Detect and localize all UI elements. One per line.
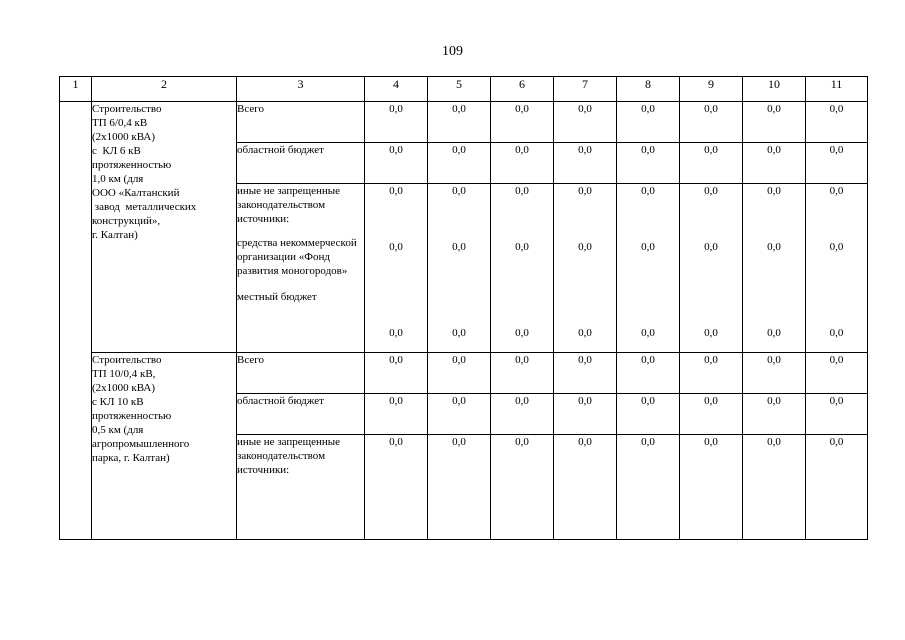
value-text: 0,0 [704, 144, 718, 156]
value-text: 0,0 [641, 354, 655, 366]
value-text: 0,0 [829, 327, 844, 339]
project-name-line: (2х1000 кВА) [92, 131, 156, 143]
project-name-line: с КЛ 6 кВ [92, 145, 141, 157]
value-text: 0,0 [829, 395, 844, 407]
value-text: 0,0 [389, 395, 403, 407]
value-cell [428, 353, 491, 394]
value-text: 0,0 [767, 241, 781, 253]
value-text: 0,0 [578, 327, 592, 339]
value-cell [554, 184, 617, 353]
value-text: 0,0 [829, 103, 844, 115]
column-header: 4 [365, 77, 428, 102]
value-text: 0,0 [641, 185, 655, 197]
value-cell [428, 435, 491, 540]
value-text: 0,0 [578, 436, 592, 448]
project-name-line: (2х1000 кВА) [92, 382, 156, 394]
page-number: 109 [442, 44, 463, 59]
value-cell [806, 353, 868, 394]
project-name-line: ООО «Калтанский [92, 187, 180, 199]
value-text: 0,0 [452, 241, 466, 253]
value-text: 0,0 [389, 354, 403, 366]
column-header: 7 [554, 77, 617, 102]
project-name-line: парка, г. Калтан) [92, 452, 170, 464]
funding-source-cell [237, 102, 365, 143]
value-text: 0,0 [515, 395, 529, 407]
value-text: 0,0 [578, 395, 592, 407]
table-row [60, 353, 868, 394]
value-text: 0,0 [767, 395, 781, 407]
funding-source-label: Всего [237, 103, 264, 115]
value-text: 0,0 [767, 144, 781, 156]
project-name-line: протяженностью [92, 159, 172, 171]
value-cell [617, 353, 680, 394]
value-cell [428, 143, 491, 184]
funding-source-cell [237, 184, 365, 353]
value-text: 0,0 [578, 241, 592, 253]
value-cell [743, 435, 806, 540]
value-text: 0,0 [767, 103, 781, 115]
column-header: 6 [491, 77, 554, 102]
project-name-line: ТП 10/0,4 кВ, [92, 368, 156, 380]
value-text: 0,0 [389, 144, 403, 156]
value-text: 0,0 [641, 241, 655, 253]
value-text: 0,0 [452, 436, 466, 448]
funding-source-label: средства некоммерческой организации «Фонд развития моногородов» [237, 237, 357, 277]
value-cell [365, 353, 428, 394]
value-cell [806, 102, 868, 143]
value-cell [617, 184, 680, 353]
funding-source-cell [237, 394, 365, 435]
value-text: 0,0 [515, 354, 529, 366]
value-cell [680, 102, 743, 143]
value-cell [554, 143, 617, 184]
value-text: 0,0 [641, 395, 655, 407]
column-header: 2 [92, 77, 237, 102]
value-text: 0,0 [515, 103, 529, 115]
value-cell [428, 184, 491, 353]
value-cell [617, 143, 680, 184]
value-cell [491, 102, 554, 143]
value-text: 0,0 [578, 103, 592, 115]
project-name-line: протяженностью [92, 410, 172, 422]
column-header: 9 [680, 77, 743, 102]
value-cell [743, 394, 806, 435]
value-text: 0,0 [767, 327, 781, 339]
value-text: 0,0 [389, 185, 403, 197]
value-text: 0,0 [641, 103, 655, 115]
value-text: 0,0 [452, 103, 466, 115]
value-text: 0,0 [767, 354, 781, 366]
project-name-line: завод металлических [92, 201, 197, 213]
value-cell [365, 102, 428, 143]
value-text: 0,0 [452, 395, 466, 407]
value-cell [617, 102, 680, 143]
value-cell [365, 143, 428, 184]
value-text: 0,0 [704, 327, 718, 339]
value-cell [806, 184, 868, 353]
value-cell [491, 435, 554, 540]
funding-source-label: областной бюджет [237, 144, 324, 156]
value-cell [365, 394, 428, 435]
value-text: 0,0 [452, 144, 466, 156]
funding-source-label: иные не запрещенные законодательством источники: [237, 436, 341, 476]
value-text: 0,0 [389, 103, 403, 115]
value-text: 0,0 [829, 144, 844, 156]
value-text: 0,0 [704, 436, 718, 448]
project-name-line: с КЛ 10 кВ [92, 396, 144, 408]
funding-source-cell [237, 435, 365, 540]
value-cell [806, 143, 868, 184]
row-number-cell [60, 102, 92, 540]
value-text: 0,0 [452, 185, 466, 197]
value-text: 0,0 [515, 185, 529, 197]
value-cell [554, 102, 617, 143]
value-cell [617, 394, 680, 435]
project-name-line: 1,0 км (для [92, 173, 144, 185]
value-cell [365, 184, 428, 353]
project-name-line: 0,5 км (для [92, 424, 144, 436]
value-cell [806, 394, 868, 435]
value-text: 0,0 [704, 395, 718, 407]
project-name-cell [92, 102, 237, 353]
value-text: 0,0 [829, 436, 844, 448]
value-text: 0,0 [515, 144, 529, 156]
value-cell [554, 394, 617, 435]
value-text: 0,0 [641, 144, 655, 156]
project-name-line: конструкций», [92, 215, 161, 227]
value-text: 0,0 [578, 144, 592, 156]
value-text: 0,0 [704, 103, 718, 115]
value-cell [491, 394, 554, 435]
value-cell [680, 394, 743, 435]
value-text: 0,0 [452, 327, 466, 339]
value-cell [743, 102, 806, 143]
value-cell [680, 143, 743, 184]
value-text: 0,0 [515, 436, 529, 448]
value-text: 0,0 [704, 241, 718, 253]
budget-table [59, 76, 868, 540]
funding-source-cell [237, 143, 365, 184]
column-header: 3 [237, 77, 365, 102]
value-text: 0,0 [578, 354, 592, 366]
table-row [60, 102, 868, 143]
column-header: 10 [743, 77, 806, 102]
funding-source-label: иные не запрещенные законодательством источники: [237, 185, 341, 225]
value-cell [491, 353, 554, 394]
funding-source-label: Всего [237, 354, 264, 366]
value-text: 0,0 [704, 185, 718, 197]
value-text: 0,0 [389, 241, 403, 253]
project-name-cell [92, 353, 237, 540]
value-cell [617, 435, 680, 540]
value-text: 0,0 [389, 327, 403, 339]
column-header: 11 [806, 77, 868, 102]
value-cell [743, 353, 806, 394]
value-text: 0,0 [829, 354, 844, 366]
value-cell [680, 353, 743, 394]
project-name-line: Строительство [92, 103, 162, 115]
value-text: 0,0 [767, 436, 781, 448]
column-header: 8 [617, 77, 680, 102]
value-text: 0,0 [829, 241, 844, 253]
value-cell [806, 435, 868, 540]
funding-source-cell [237, 353, 365, 394]
value-cell [554, 353, 617, 394]
value-cell [680, 435, 743, 540]
value-cell [743, 184, 806, 353]
value-text: 0,0 [704, 354, 718, 366]
value-cell [428, 102, 491, 143]
column-header: 1 [60, 77, 92, 102]
value-cell [491, 184, 554, 353]
value-text: 0,0 [515, 241, 529, 253]
value-cell [365, 435, 428, 540]
value-text: 0,0 [515, 327, 529, 339]
value-text: 0,0 [641, 327, 655, 339]
project-name-line: Строительство [92, 354, 162, 366]
value-cell [554, 435, 617, 540]
header-row [60, 77, 868, 102]
column-header: 5 [428, 77, 491, 102]
value-cell [680, 184, 743, 353]
project-name-line: ТП 6/0,4 кВ [92, 117, 148, 129]
value-cell [491, 143, 554, 184]
funding-source-label: областной бюджет [237, 395, 324, 407]
value-text: 0,0 [829, 185, 844, 197]
value-text: 0,0 [452, 354, 466, 366]
value-text: 0,0 [578, 185, 592, 197]
project-name-line: г. Калтан) [92, 229, 138, 241]
funding-source-label: местный бюджет [237, 291, 317, 303]
value-cell [743, 143, 806, 184]
value-cell [428, 394, 491, 435]
value-text: 0,0 [767, 185, 781, 197]
value-text: 0,0 [641, 436, 655, 448]
project-name-line: агропромышленного [92, 438, 190, 450]
value-text: 0,0 [389, 436, 403, 448]
